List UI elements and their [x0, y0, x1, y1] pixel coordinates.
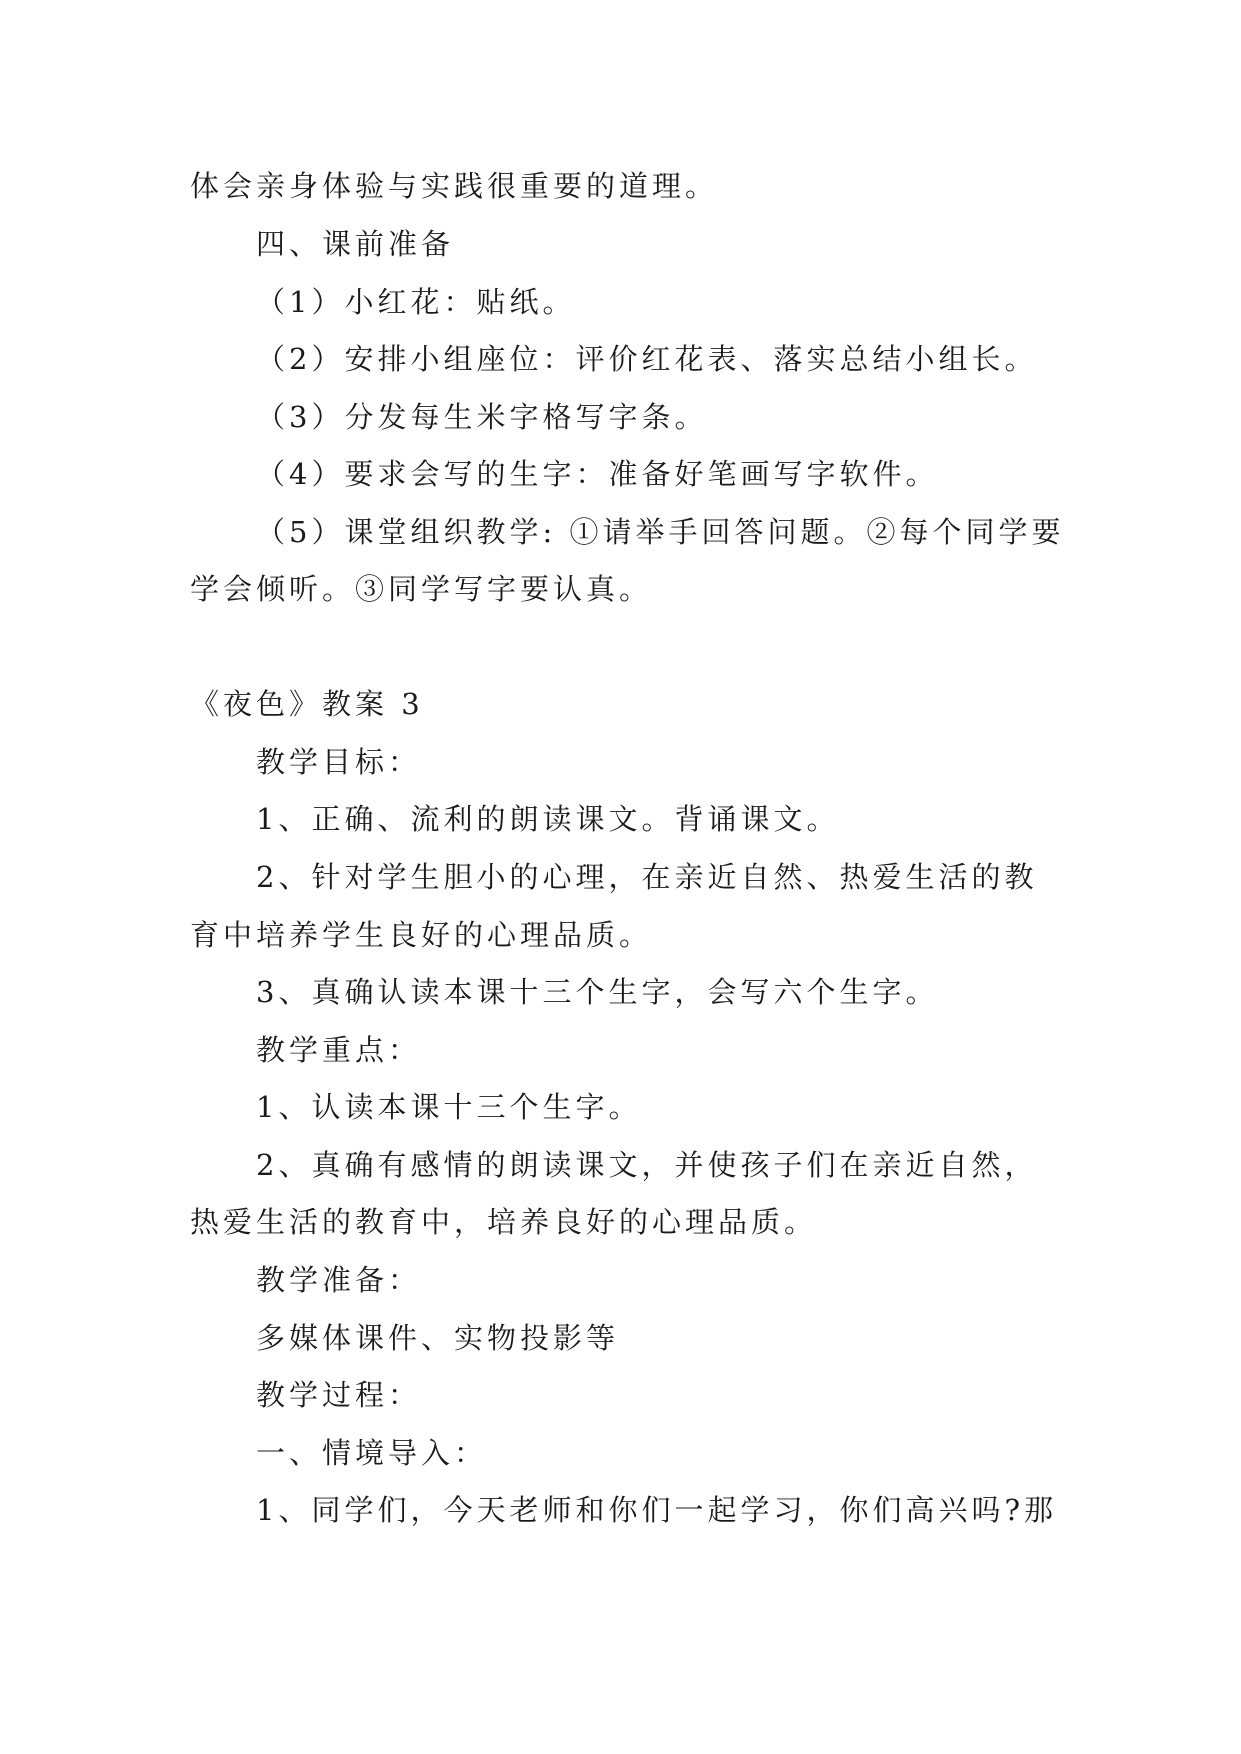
- section-heading: 教学准备：: [256, 1263, 422, 1297]
- document-title: 《夜色》教案 3: [190, 687, 424, 721]
- list-item: 2、针对学生胆小的心理，在亲近自然、热爱生活的教: [256, 860, 1038, 894]
- section-heading: 教学目标：: [256, 745, 422, 779]
- list-item: （4）要求会写的生字：准备好笔画写字软件。: [256, 457, 939, 491]
- section-heading: 教学重点：: [256, 1033, 422, 1067]
- list-item: （2）安排小组座位：评价红花表、落实总结小组长。: [256, 342, 1038, 376]
- paragraph-line: 热爱生活的教育中，培养良好的心理品质。: [190, 1205, 818, 1239]
- paragraph-line: 学会倾听。③同学写字要认真。: [190, 572, 653, 606]
- paragraph-line: 育中培养学生良好的心理品质。: [190, 918, 653, 952]
- list-item: 1、正确、流利的朗读课文。背诵课文。: [256, 802, 840, 836]
- list-item: 3、真确认读本课十三个生字，会写六个生字。: [256, 975, 939, 1009]
- paragraph-line: 多媒体课件、实物投影等: [256, 1321, 620, 1355]
- list-item: 2、真确有感情的朗读课文，并使孩子们在亲近自然，: [256, 1148, 1038, 1182]
- section-heading: 一、情境导入：: [256, 1436, 488, 1470]
- paragraph-line: 体会亲身体验与实践很重要的道理。: [190, 169, 719, 203]
- list-item: 1、认读本课十三个生字。: [256, 1090, 642, 1124]
- section-heading: 教学过程：: [256, 1378, 422, 1412]
- section-heading: 四、课前准备: [256, 227, 455, 261]
- list-item: （3）分发每生米字格写字条。: [256, 400, 708, 434]
- list-item: （1）小红花：贴纸。: [256, 285, 576, 319]
- list-item: （5）课堂组织教学: ①请举手回答问题。②每个同学要: [256, 515, 1065, 549]
- list-item: 1、同学们，今天老师和你们一起学习，你们高兴吗?那: [256, 1493, 1057, 1527]
